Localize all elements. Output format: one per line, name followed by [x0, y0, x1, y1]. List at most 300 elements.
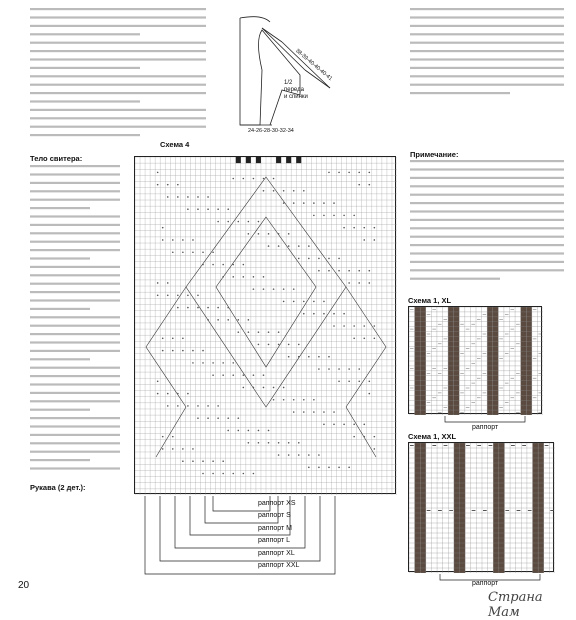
stitch-symbol: [374, 239, 376, 241]
text-line: [410, 16, 564, 18]
stitch-symbol: [323, 411, 325, 413]
scheme1-xxl-rapport: раппорт: [472, 580, 499, 587]
rapport-label-xs: раппорт XS: [258, 500, 296, 507]
stitch-symbol: [268, 245, 270, 247]
stitch-symbol: [318, 454, 320, 456]
text-line: [410, 194, 564, 196]
stitch-symbol: [227, 430, 229, 432]
stitch-symbol: [323, 215, 325, 217]
text-line: [410, 261, 564, 263]
stitch-symbol: [323, 202, 325, 204]
stitch-symbol: [167, 393, 169, 395]
stitch-symbol: [172, 436, 174, 438]
stitch-symbol: [348, 467, 350, 469]
stitch-symbol: [253, 374, 255, 376]
stitch-symbol: [328, 258, 330, 260]
text-line: [30, 409, 90, 411]
stitch-symbol: [232, 276, 234, 278]
stitch-symbol: [202, 251, 204, 253]
text-line: [30, 325, 120, 327]
stitch-symbol: [162, 227, 164, 229]
diagram-label-front: переда: [284, 87, 304, 93]
stitch-symbol: [243, 473, 245, 475]
stitch-symbol: [298, 245, 300, 247]
stitch-symbol: [338, 258, 340, 260]
stitch-symbol: [197, 417, 199, 419]
stitch-symbol: [278, 245, 280, 247]
stitch-symbol: [172, 448, 174, 450]
stitch-symbol: [293, 190, 295, 192]
right-note-text-lines: [410, 150, 568, 290]
stitch-symbol: [212, 251, 214, 253]
stitch-symbol: [348, 368, 350, 370]
stitch-symbol: [182, 337, 184, 339]
stitch-symbol: [338, 467, 340, 469]
text-line: [30, 400, 120, 402]
stitch-symbol: [187, 307, 189, 309]
stitch-symbol: [268, 344, 270, 346]
text-line: [30, 100, 140, 102]
stitch-symbol: [303, 313, 305, 315]
text-line: [30, 207, 90, 209]
text-line: [410, 84, 564, 86]
watermark: Страна Мам: [488, 590, 543, 620]
rapport-label-m: раппорт M: [258, 525, 292, 532]
stitch-symbol: [227, 417, 229, 419]
text-line: [410, 75, 564, 77]
stitch-symbol: [227, 221, 229, 223]
stitch-symbol: [313, 215, 315, 217]
stitch-symbol: [333, 215, 335, 217]
stitch-symbol: [374, 325, 376, 327]
stitch-symbol: [212, 362, 214, 364]
stitch-symbol: [263, 178, 265, 180]
left-text-column: [30, 150, 122, 570]
right-top-text-lines: [410, 4, 568, 100]
text-line: [30, 257, 90, 259]
stitch-symbol: [343, 424, 345, 426]
stitch-symbol: [217, 307, 219, 309]
text-line: [30, 84, 206, 86]
rapport-label-s: раппорт S: [258, 512, 291, 519]
stitch-symbol: [363, 325, 365, 327]
stitch-symbol: [207, 196, 209, 198]
stitch-symbol: [363, 337, 365, 339]
stitch-symbol: [273, 178, 275, 180]
stitch-symbol: [248, 233, 250, 235]
stitch-symbol: [167, 184, 169, 186]
stitch-symbol: [303, 202, 305, 204]
stitch-symbol: [232, 264, 234, 266]
stitch-symbol: [202, 460, 204, 462]
text-line: [30, 283, 120, 285]
stitch-symbol: [258, 221, 260, 223]
top-text-lines: [30, 4, 210, 142]
stitch-symbol: [217, 405, 219, 407]
text-line: [30, 241, 120, 243]
text-line: [410, 269, 564, 271]
text-line: [410, 227, 564, 229]
text-line: [30, 316, 120, 318]
text-line: [30, 274, 120, 276]
stitch-symbol: [243, 264, 245, 266]
stitch-symbol: [268, 331, 270, 333]
stitch-symbol: [308, 454, 310, 456]
stitch-symbol: [298, 344, 300, 346]
text-line: [30, 215, 120, 217]
stitch-symbol: [288, 233, 290, 235]
text-line: [30, 467, 120, 469]
stitch-symbol: [207, 208, 209, 210]
stitch-symbol: [172, 239, 174, 241]
text-line: [30, 182, 120, 184]
stitch-symbol: [207, 405, 209, 407]
stitch-symbol: [263, 288, 265, 290]
stitch-symbol: [293, 288, 295, 290]
stitch-symbol: [333, 325, 335, 327]
stitch-symbol: [328, 467, 330, 469]
stitch-symbol: [298, 258, 300, 260]
stitch-symbol: [157, 393, 159, 395]
text-line: [410, 42, 564, 44]
stitch-symbol: [368, 172, 370, 174]
stitch-symbol: [212, 460, 214, 462]
text-line: [410, 160, 564, 162]
stitch-symbol: [167, 282, 169, 284]
stitch-symbol: [217, 221, 219, 223]
text-line: [30, 67, 140, 69]
stitch-symbol: [278, 233, 280, 235]
stitch-symbol: [283, 301, 285, 303]
filled-cell: [246, 157, 251, 163]
stitch-symbol: [303, 399, 305, 401]
stitch-symbol: [333, 313, 335, 315]
stitch-symbol: [283, 190, 285, 192]
stitch-symbol: [192, 251, 194, 253]
stitch-symbol: [374, 448, 376, 450]
stitch-symbol: [318, 467, 320, 469]
text-line: [410, 50, 564, 52]
diagram-side-dim: 38-39-40-40-40-41: [294, 48, 334, 83]
stitch-symbol: [207, 307, 209, 309]
text-line: [30, 341, 120, 343]
stitch-symbol: [273, 387, 275, 389]
text-line: [30, 92, 206, 94]
stitch-symbol: [177, 184, 179, 186]
stitch-symbol: [283, 387, 285, 389]
filled-cell: [296, 157, 301, 163]
stitch-symbol: [243, 178, 245, 180]
stitch-symbol: [338, 172, 340, 174]
stitch-symbol: [293, 202, 295, 204]
stitch-symbol: [318, 356, 320, 358]
scheme1-xl-grid: [408, 306, 542, 414]
stitch-symbol: [202, 350, 204, 352]
stitch-symbol: [172, 251, 174, 253]
stitch-symbol: [323, 313, 325, 315]
filled-cell: [236, 157, 241, 163]
stitch-symbol: [187, 393, 189, 395]
stitch-symbol: [338, 368, 340, 370]
stitch-symbol: [232, 473, 234, 475]
stitch-symbol: [202, 362, 204, 364]
rapport-label-l: раппорт L: [258, 537, 291, 544]
stitch-symbol: [202, 473, 204, 475]
stitch-symbol: [187, 196, 189, 198]
section-title-body: Тело свитера:: [30, 154, 83, 163]
stitch-symbol: [343, 325, 345, 327]
stitch-symbol: [232, 362, 234, 364]
text-line: [30, 190, 120, 192]
stitch-symbol: [358, 282, 360, 284]
stitch-symbol: [363, 227, 365, 229]
stitch-symbol: [217, 417, 219, 419]
text-line: [30, 350, 120, 352]
right-text-column-note: [410, 150, 568, 290]
stitch-symbol: [162, 448, 164, 450]
stitch-symbol: [162, 350, 164, 352]
stitch-symbol: [187, 208, 189, 210]
text-line: [30, 417, 120, 419]
stitch-symbol: [303, 411, 305, 413]
section-title-sleeves: Рукава (2 дет.):: [30, 483, 86, 492]
stitch-symbol: [338, 270, 340, 272]
stitch-symbol: [237, 319, 239, 321]
stitch-symbol: [288, 442, 290, 444]
stitch-symbol: [202, 264, 204, 266]
stitch-symbol: [303, 301, 305, 303]
stitch-symbol: [358, 381, 360, 383]
text-line: [30, 291, 120, 293]
stitch-symbol: [374, 337, 376, 339]
scheme4-grid-svg: [135, 157, 397, 495]
text-line: [410, 278, 500, 280]
stitch-symbol: [318, 368, 320, 370]
stitch-symbol: [313, 411, 315, 413]
text-line: [410, 58, 564, 60]
text-line: [410, 202, 564, 204]
stitch-symbol: [253, 276, 255, 278]
text-line: [30, 459, 90, 461]
stitch-symbol: [222, 374, 224, 376]
stitch-symbol: [328, 368, 330, 370]
filled-cell: [256, 157, 261, 163]
stitch-symbol: [192, 239, 194, 241]
stitch-symbol: [248, 319, 250, 321]
text-line: [30, 392, 120, 394]
stitch-symbol: [258, 430, 260, 432]
stitch-symbol: [197, 294, 199, 296]
stitch-symbol: [227, 319, 229, 321]
stitch-symbol: [217, 208, 219, 210]
text-line: [30, 42, 206, 44]
stitch-symbol: [177, 405, 179, 407]
stitch-symbol: [167, 405, 169, 407]
stitch-symbol: [157, 282, 159, 284]
stitch-symbol: [308, 245, 310, 247]
stitch-symbol: [222, 362, 224, 364]
stitch-symbol: [192, 460, 194, 462]
stitch-symbol: [207, 417, 209, 419]
stitch-symbol: [273, 288, 275, 290]
stitch-symbol: [283, 202, 285, 204]
stitch-symbol: [177, 196, 179, 198]
scheme1-xxl-title: Схема 1, XXL: [408, 432, 457, 441]
stitch-symbol: [368, 393, 370, 395]
stitch-symbol: [258, 442, 260, 444]
stitch-symbol: [197, 196, 199, 198]
stitch-symbol: [253, 387, 255, 389]
stitch-symbol: [187, 294, 189, 296]
stitch-symbol: [323, 301, 325, 303]
text-line: [30, 75, 206, 77]
stitch-symbol: [278, 331, 280, 333]
stitch-symbol: [227, 208, 229, 210]
stitch-symbol: [278, 344, 280, 346]
stitch-symbol: [172, 337, 174, 339]
stitch-symbol: [278, 442, 280, 444]
stitch-symbol: [232, 374, 234, 376]
text-line: [30, 383, 120, 385]
stitch-symbol: [248, 430, 250, 432]
text-line: [30, 249, 120, 251]
stitch-symbol: [182, 460, 184, 462]
text-line: [410, 219, 564, 221]
stitch-symbol: [167, 294, 169, 296]
stitch-symbol: [192, 362, 194, 364]
stitch-symbol: [333, 202, 335, 204]
text-line: [30, 375, 120, 377]
scheme1-xl-grid-svg: [409, 307, 543, 415]
text-line: [30, 266, 120, 268]
stitch-symbol: [237, 417, 239, 419]
stitch-symbol: [363, 239, 365, 241]
text-line: [410, 185, 564, 187]
stitch-symbol: [293, 411, 295, 413]
stitch-symbol: [288, 245, 290, 247]
text-line: [30, 425, 120, 427]
stitch-symbol: [358, 184, 360, 186]
scheme1-xxl-grid-svg: [409, 443, 555, 573]
text-line: [410, 177, 564, 179]
diagram-label-back: и спинки: [284, 94, 308, 100]
stitch-symbol: [227, 307, 229, 309]
stitch-symbol: [374, 227, 376, 229]
text-line: [410, 67, 564, 69]
stitch-symbol: [283, 288, 285, 290]
text-line: [30, 224, 120, 226]
stitch-symbol: [374, 436, 376, 438]
stitch-symbol: [353, 215, 355, 217]
stitch-symbol: [308, 258, 310, 260]
right-text-column-top: [410, 4, 568, 100]
stitch-symbol: [318, 270, 320, 272]
text-line: [410, 8, 564, 10]
stitch-symbol: [177, 294, 179, 296]
stitch-symbol: [157, 294, 159, 296]
text-line: [30, 33, 140, 35]
text-line: [410, 210, 564, 212]
stitch-symbol: [358, 270, 360, 272]
text-line: [30, 117, 206, 119]
stitch-symbol: [263, 190, 265, 192]
stitch-symbol: [258, 344, 260, 346]
text-line: [30, 358, 90, 360]
stitch-symbol: [313, 202, 315, 204]
stitch-symbol: [368, 184, 370, 186]
stitch-symbol: [162, 436, 164, 438]
stitch-symbol: [298, 454, 300, 456]
filled-cell: [286, 157, 291, 163]
stitch-symbol: [248, 331, 250, 333]
diagram-label-half: 1/2: [284, 80, 293, 86]
stitch-symbol: [237, 430, 239, 432]
text-line: [30, 434, 120, 436]
stitch-symbol: [157, 172, 159, 174]
stitch-symbol: [353, 436, 355, 438]
stitch-symbol: [273, 190, 275, 192]
stitch-symbol: [348, 270, 350, 272]
text-line: [30, 126, 206, 128]
stitch-symbol: [248, 442, 250, 444]
stitch-symbol: [343, 313, 345, 315]
stitch-symbol: [278, 454, 280, 456]
stitch-symbol: [258, 331, 260, 333]
stitch-symbol: [253, 473, 255, 475]
text-line: [410, 236, 564, 238]
stitch-symbol: [268, 442, 270, 444]
stitch-symbol: [263, 387, 265, 389]
stitch-symbol: [172, 350, 174, 352]
text-line: [30, 173, 120, 175]
stitch-symbol: [258, 233, 260, 235]
stitch-symbol: [263, 276, 265, 278]
text-line: [30, 134, 140, 136]
stitch-symbol: [192, 448, 194, 450]
stitch-symbol: [243, 374, 245, 376]
stitch-symbol: [157, 381, 159, 383]
rapport-label-xl: раппорт XL: [258, 550, 295, 557]
stitch-symbol: [182, 350, 184, 352]
stitch-symbol: [268, 430, 270, 432]
stitch-symbol: [313, 301, 315, 303]
stitch-symbol: [182, 448, 184, 450]
stitch-symbol: [177, 307, 179, 309]
text-line: [410, 92, 510, 94]
text-line: [30, 299, 120, 301]
stitch-symbol: [328, 172, 330, 174]
stitch-symbol: [182, 239, 184, 241]
stitch-symbol: [162, 239, 164, 241]
stitch-symbol: [293, 399, 295, 401]
stitch-symbol: [308, 356, 310, 358]
stitch-symbol: [288, 356, 290, 358]
scheme1-xxl-grid: [408, 442, 554, 572]
stitch-symbol: [348, 172, 350, 174]
diagram-bottom-dim: 24-26-28-30-32-34: [248, 128, 294, 134]
stitch-symbol: [358, 368, 360, 370]
text-line: [410, 25, 564, 27]
text-line: [30, 8, 206, 10]
stitch-symbol: [243, 276, 245, 278]
stitch-symbol: [157, 184, 159, 186]
stitch-symbol: [207, 319, 209, 321]
scheme4-grid: [134, 156, 396, 494]
stitch-symbol: [313, 399, 315, 401]
text-line: [410, 168, 564, 170]
stitch-symbol: [222, 473, 224, 475]
stitch-symbol: [353, 325, 355, 327]
